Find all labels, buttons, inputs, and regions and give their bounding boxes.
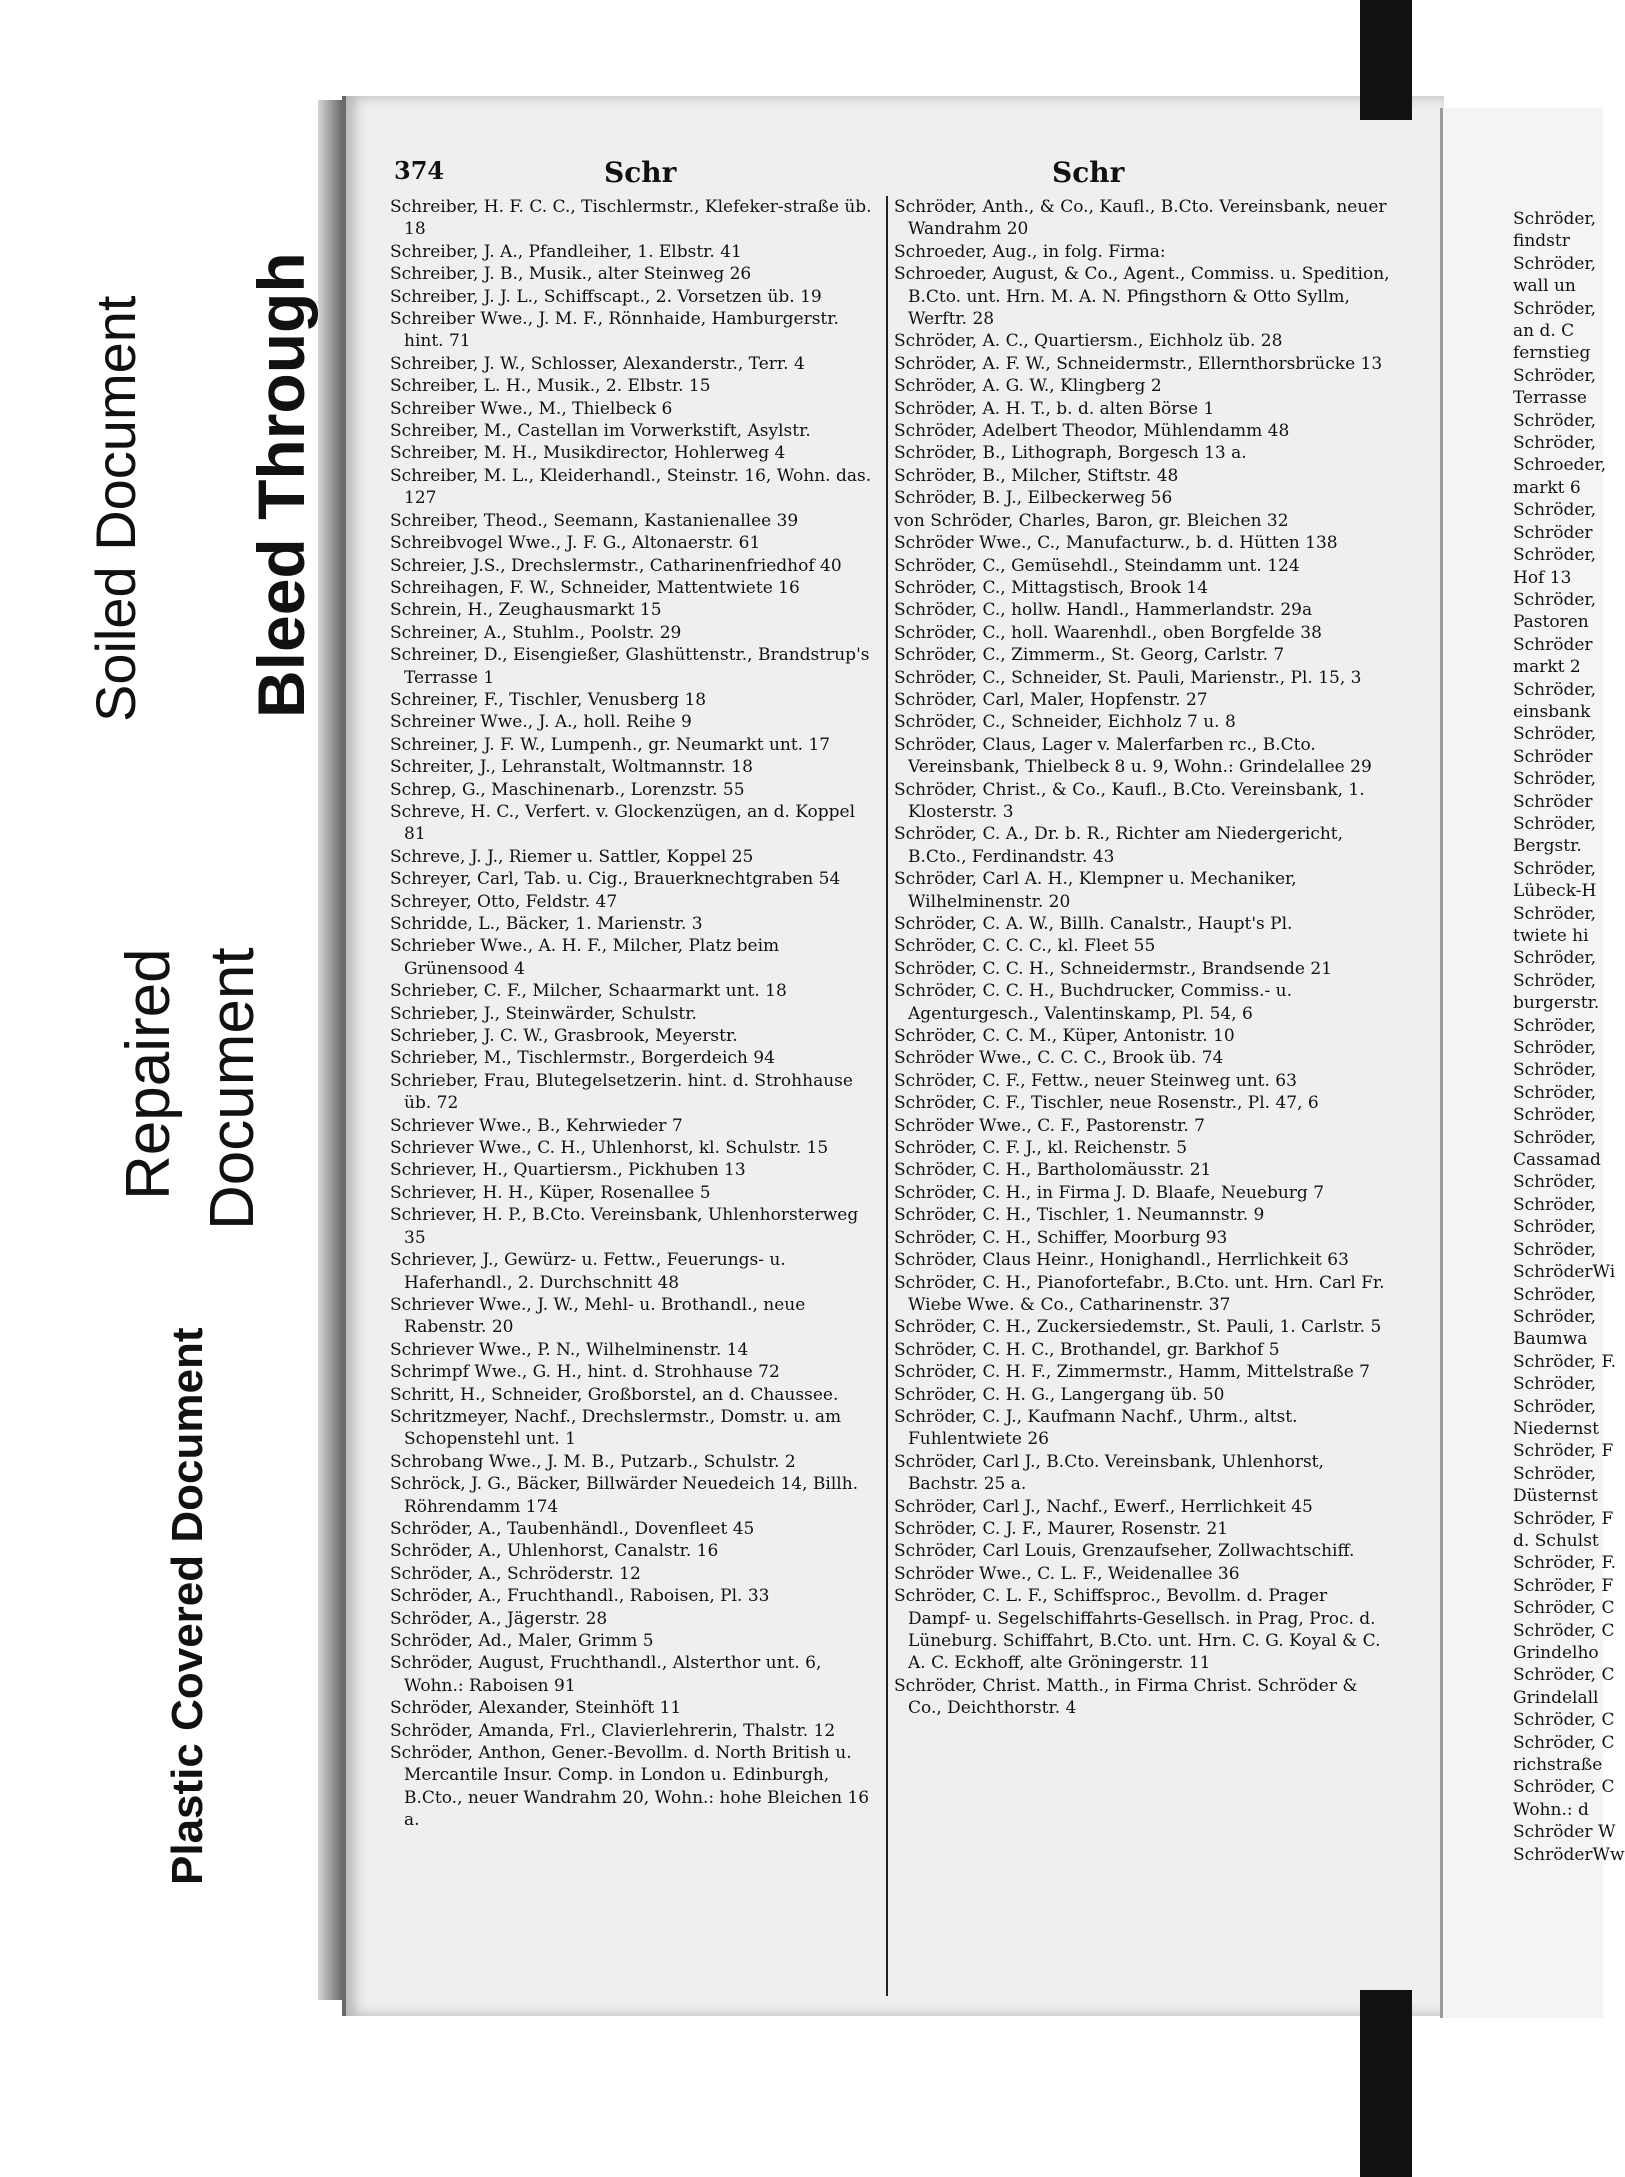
directory-entry: Schröder, A. H. T., b. d. alten Börse 1 [894, 398, 1215, 419]
directory-entry: Schröder, C. F. J., kl. Reichenstr. 5 [894, 1138, 1188, 1159]
annotation-label-panel [0, 0, 330, 2177]
directory-entry: Schröder Wwe., C. C. C., Brook üb. 74 [894, 1048, 1224, 1069]
directory-entry: Schröder, [1513, 433, 1597, 454]
directory-entry: Schröder, C. A. W., Billh. Canalstr., Haupt's Pl. [894, 914, 1293, 934]
directory-entry: Schreiber, M., Castellan im Vorwerkstift, Asylstr. [390, 421, 811, 442]
directory-entry: Schreiber Wwe., M., Thielbeck 6 [390, 398, 673, 419]
directory-entry: Lübeck-H [1513, 881, 1597, 902]
directory-entry: Schröder, B., Lithograph, Borgesch 13 a. [894, 443, 1247, 464]
directory-entry: Schrobang Wwe., J. M. B., Putzarb., Schulstr. 2 [390, 1451, 796, 1472]
directory-entry: fernstieg [1513, 343, 1591, 364]
directory-entry: Schröder, C. F., Tischler, neue Rosenstr., Pl. 47, 6 [894, 1093, 1319, 1114]
directory-entry: Bergstr. [1513, 836, 1582, 857]
directory-entry: Schröder, F. [1513, 1553, 1617, 1574]
directory-entry: Wohn.: d [1513, 1799, 1589, 1820]
directory-entry: Schröder, C. H., in Firma J. D. Blaafe, Neueburg 7 [894, 1182, 1325, 1203]
directory-entry: Schriever, J., Gewürz- u. Fettw., Feuerungs- u. Haferhandl., 2. Durchschnitt 48 [390, 1250, 786, 1293]
directory-entry: Schröder, Amanda, Frl., Clavierlehrerin, Thalstr. 12 [390, 1720, 836, 1741]
directory-entry: Schröder, C. H., Bartholomäusstr. 21 [894, 1160, 1212, 1181]
directory-entry: findstr [1513, 231, 1570, 252]
facing-page-entries [1513, 208, 1625, 1866]
directory-entry: Schritzmeyer, Nachf., Drechslermstr., Domstr. u. am Schopenstehl unt. 1 [390, 1406, 842, 1450]
directory-entry: Schröder, [1513, 1284, 1597, 1305]
directory-entry: Schreiner, A., Stuhlm., Poolstr. 29 [390, 622, 682, 643]
directory-entry: Schröder, [1513, 1463, 1597, 1484]
directory-entry: Schröder, Carl Louis, Grenzaufseher, Zollwachtschiff. [894, 1541, 1355, 1562]
directory-entry: Schröder, [1513, 1396, 1597, 1417]
directory-entry: Schritt, H., Schneider, Großborstel, an d. Chaussee. [390, 1384, 839, 1405]
directory-entry: von Schröder, Charles, Baron, gr. Bleichen 32 [894, 510, 1289, 531]
directory-entry: Schröder, Carl J., Nachf., Ewerf., Herrlichkeit 45 [894, 1496, 1313, 1517]
directory-entry: Schröder, [1513, 724, 1597, 745]
directory-entry: Schröder [1513, 634, 1593, 655]
directory-entry: Schreiber, J. B., Musik., alter Steinweg 26 [390, 264, 752, 285]
directory-entry: Schröder, [1513, 1038, 1597, 1059]
directory-entry: Schreiner, F., Tischler, Venusberg 18 [390, 689, 707, 710]
directory-entry: Schröder, [1513, 1306, 1597, 1327]
directory-entry: Baumwa [1513, 1329, 1588, 1350]
directory-entry: Schröder, [1513, 1127, 1597, 1148]
directory-entry: Schrep, G., Maschinenarb., Lorenzstr. 55 [390, 779, 745, 800]
directory-entry: Niedernst [1513, 1418, 1599, 1439]
directory-entry: Schröder W [1513, 1822, 1616, 1843]
directory-entry: Schröder, [1513, 1015, 1597, 1036]
directory-entry: Schreier, J.S., Drechslermstr., Catharinenfriedhof 40 [390, 555, 842, 576]
directory-entry: Schreiber, J. A., Pfandleiher, 1. Elbstr. 41 [390, 241, 742, 262]
directory-entry: Schröder [1513, 746, 1593, 767]
right-column [894, 196, 1394, 1720]
directory-entry: Schreiber, M. H., Musikdirector, Hohlerweg 4 [390, 443, 786, 464]
directory-entry: Schröder, Claus, Lager v. Malerfarben rc., B.Cto. Vereinsbank, Thielbeck 8 u. 9, Wohn.: Grindelallee 29 [894, 734, 1372, 778]
directory-entry: Schriever Wwe., P. N., Wilhelminenstr. 14 [390, 1339, 749, 1360]
directory-entry: Schröder, C. H., Pianofortefabr., B.Cto. unt. Hrn. Carl Fr. Wiebe Wwe. & Co., Catharinenstr. 37 [894, 1272, 1385, 1315]
bleed-through-label: Bleed Through [244, 252, 318, 718]
directory-entry: Pastoren [1513, 612, 1589, 633]
directory-entry: Schröder, [1513, 970, 1597, 991]
directory-entry: Schreiber, M. L., Kleiderhandl., Steinstr. 16, Wohn. das. 127 [390, 465, 872, 509]
directory-entry: Schrieber, Frau, Blutegelsetzerin. hint. d. Strohhause üb. 72 [390, 1070, 853, 1114]
directory-entry: Schröder, C [1513, 1620, 1615, 1641]
directory-entry: Schröck, J. G., Bäcker, Billwärder Neuedeich 14, Billh. Röhrendamm 174 [390, 1474, 859, 1517]
directory-entry: Schriever, H. P., B.Cto. Vereinsbank, Uhlenhorsterweg 35 [390, 1205, 859, 1248]
directory-entry: Schröder, C. J., Kaufmann Nachf., Uhrm., altst. Fuhlentwiete 26 [894, 1406, 1298, 1450]
directory-entry: Schreiber, J. W., Schlosser, Alexanderstr., Terr. 4 [390, 353, 805, 374]
directory-entry: Schröder, Claus Heinr., Honighandl., Herrlichkeit 63 [894, 1250, 1349, 1271]
directory-entry: Terrasse [1513, 388, 1587, 409]
directory-entry: markt 2 [1513, 657, 1581, 678]
directory-entry: Schröder Wwe., C. L. F., Weidenallee 36 [894, 1563, 1240, 1584]
directory-entry: Schröder, C. H., Schiffer, Moorburg 93 [894, 1227, 1228, 1248]
directory-entry: Schröder, Carl, Maler, Hopfenstr. 27 [894, 689, 1208, 710]
directory-entry: Schröder, [1513, 365, 1597, 386]
directory-entry: Schröder, C. C. H., Buchdrucker, Commiss.- u. Agenturgesch., Valentinskamp, Pl. 54, 6 [894, 981, 1293, 1024]
directory-entry: Düsternst [1513, 1486, 1598, 1507]
directory-entry: SchröderWw [1513, 1844, 1625, 1865]
directory-entry: Schröder, F. [1513, 1351, 1617, 1372]
directory-entry: Schriever, H., Quartiersm., Pickhuben 13 [390, 1160, 746, 1181]
directory-entry: Schröder, C., holl. Waarenhdl., oben Borgfelde 38 [894, 622, 1322, 643]
directory-entry: Schröder, August, Fruchthandl., Alsterthor unt. 6, Wohn.: Raboisen 91 [390, 1653, 822, 1696]
facing-page [1440, 108, 1625, 2018]
directory-entry: twiete hi [1513, 926, 1589, 946]
directory-entry: Schröder, C., Zimmerm., St. Georg, Carlstr. 7 [894, 645, 1285, 666]
directory-entry: Schröder, A., Jägerstr. 28 [390, 1608, 608, 1629]
directory-entry: Schreiter, J., Lehranstalt, Woltmannstr. 18 [390, 757, 753, 778]
directory-entry: markt 6 [1513, 477, 1581, 498]
directory-entry: Schröder, [1513, 298, 1597, 319]
header-right: Schr [1052, 156, 1125, 189]
directory-entry: Schrieber, J. C. W., Grasbrook, Meyerstr. [390, 1026, 738, 1047]
directory-entry: Schröder, C. C. C., kl. Fleet 55 [894, 936, 1156, 957]
directory-entry: richstraße [1513, 1755, 1603, 1776]
plastic-covered-document-label: Plastic Covered Document [163, 1327, 212, 1885]
directory-entry: Schrieber, M., Tischlermstr., Borgerdeich 94 [390, 1048, 775, 1069]
directory-entry: Schröder, C. H. G., Langergang üb. 50 [894, 1384, 1225, 1405]
directory-entry: Schröder, B., Milcher, Stiftstr. 48 [894, 465, 1179, 486]
directory-entry: Schrieber Wwe., A. H. F., Milcher, Platz beim Grünensood 4 [390, 936, 780, 979]
directory-entry: Schrieber, C. F., Milcher, Schaarmarkt unt. 18 [390, 981, 787, 1002]
directory-entry: Schröder, C [1513, 1732, 1615, 1753]
directory-entry: Schröder, F [1513, 1508, 1614, 1529]
directory-entry: Schröder, C. H., Zuckersiedemstr., St. Pauli, 1. Carlstr. 5 [894, 1317, 1382, 1338]
repaired-document-label-line2: Document [198, 947, 267, 1230]
repaired-document-label-line1: Repaired [114, 948, 183, 1200]
directory-entry: Schröder, C. H. F., Zimmermstr., Hamm, Mittelstraße 7 [894, 1362, 1370, 1383]
directory-entry: Schröder, [1513, 1239, 1597, 1260]
directory-entry: Schröder, [1513, 589, 1597, 610]
directory-entry: Schroeder, [1513, 455, 1607, 476]
header-left: Schr [604, 156, 677, 189]
directory-entry: Schröder, [1513, 948, 1597, 969]
soiled-document-label: Soiled Document [84, 295, 147, 722]
directory-entry: Schröder, C [1513, 1665, 1615, 1686]
directory-entry: Schröder, [1513, 209, 1597, 229]
directory-entry: Schröder, F [1513, 1575, 1614, 1596]
directory-entry: Schröder, [1513, 1194, 1597, 1215]
directory-entry: Schröder, C [1513, 1598, 1615, 1619]
directory-entry: Schreiber, Theod., Seemann, Kastanienallee 39 [390, 510, 799, 531]
page-number: 374 [394, 156, 445, 185]
directory-entry: Schröder, [1513, 410, 1597, 431]
directory-entry: Schröder, C [1513, 1710, 1615, 1731]
directory-entry: Schröder, [1513, 545, 1597, 566]
directory-entry: Schröder, C. H., Tischler, 1. Neumannstr. 9 [894, 1205, 1265, 1226]
directory-entry: Schröder, C. C. M., Küper, Antonistr. 10 [894, 1026, 1235, 1047]
directory-entry: Schröder, A., Fruchthandl., Raboisen, Pl. 33 [390, 1586, 770, 1607]
directory-entry: Schreiber, L. H., Musik., 2. Elbstr. 15 [390, 376, 711, 397]
directory-entry: Schröder, C. A., Dr. b. R., Richter am Niedergericht, B.Cto., Ferdinandstr. 43 [894, 824, 1344, 867]
directory-entry: Schröder, A. F. W., Schneidermstr., Ellernthorsbrücke 13 [894, 353, 1383, 374]
directory-entry: Schröder, [1513, 500, 1597, 521]
directory-entry: Cassamad [1513, 1150, 1601, 1171]
directory-entry: Schröder, [1513, 903, 1597, 924]
directory-page [342, 96, 1444, 2016]
directory-entry: Schröder, Alexander, Steinhöft 11 [390, 1698, 682, 1719]
directory-entry: Schröder, C. C. H., Schneidermstr., Brandsende 21 [894, 958, 1333, 979]
directory-entry: Schröder, C. J. F., Maurer, Rosenstr. 21 [894, 1518, 1229, 1539]
directory-entry: Schröder, Anthon, Gener.-Bevollm. d. North British u. Mercantile Insur. Comp. in London u. Edinburgh, B.Cto., neuer Wandrahm 20, Wohn.: hohe Bleichen 16 a. [390, 1743, 870, 1831]
directory-entry: Schröder, [1513, 813, 1597, 834]
directory-entry: Schreyer, Carl, Tab. u. Cig., Brauerknechtgraben 54 [390, 869, 841, 890]
directory-entry: wall un [1513, 276, 1576, 297]
directory-entry: Schröder, [1513, 679, 1597, 700]
directory-entry: Schröder, C., Schneider, Eichholz 7 u. 8 [894, 712, 1236, 733]
directory-entry: Schreiber Wwe., J. M. F., Rönnhaide, Hamburgerstr. hint. 71 [390, 309, 839, 352]
directory-entry: Schröder Wwe., C., Manufacturw., b. d. Hütten 138 [894, 533, 1338, 554]
directory-entry: Schröder, F [1513, 1441, 1614, 1462]
directory-entry: Schriever Wwe., B., Kehrwieder 7 [390, 1115, 683, 1136]
directory-entry: Schridde, L., Bäcker, 1. Marienstr. 3 [390, 914, 703, 934]
directory-entry: Schreiner, J. F. W., Lumpenh., gr. Neumarkt unt. 17 [390, 734, 831, 755]
directory-entry: Schriever Wwe., C. H., Uhlenhorst, kl. Schulstr. 15 [390, 1138, 829, 1159]
directory-entry: Hof 13 [1513, 567, 1572, 588]
directory-entry: Schröder, C. F., Fettw., neuer Steinweg unt. 63 [894, 1070, 1297, 1091]
directory-entry: Schreiner, D., Eisengießer, Glashüttenstr., Brandstrup's Terrasse 1 [390, 645, 870, 688]
directory-entry: Schreve, J. J., Riemer u. Sattler, Koppel 25 [390, 846, 754, 867]
directory-entry: Schröder, A., Uhlenhorst, Canalstr. 16 [390, 1541, 719, 1562]
directory-entry: Schröder, Christ., & Co., Kaufl., B.Cto. Vereinsbank, 1. Klosterstr. 3 [894, 779, 1365, 822]
directory-entry: Schrieber, J., Steinwärder, Schulstr. [390, 1003, 697, 1024]
directory-entry: Schröder, A., Schröderstr. 12 [390, 1563, 641, 1584]
directory-entry: Schreiber, J. J. L., Schiffscapt., 2. Vorsetzen üb. 19 [390, 286, 822, 307]
column-divider [886, 196, 888, 1996]
directory-entry: Schröder, Christ. Matth., in Firma Christ. Schröder & Co., Deichthorstr. 4 [894, 1675, 1358, 1719]
directory-entry: Schröder, [1513, 1172, 1597, 1193]
directory-entry: Schrein, H., Zeughausmarkt 15 [390, 600, 662, 621]
directory-entry: Schröder, [1513, 253, 1597, 274]
directory-entry: Schreyer, Otto, Feldstr. 47 [390, 891, 618, 912]
directory-entry: Schröder, A. G. W., Klingberg 2 [894, 376, 1162, 397]
directory-entry: Schröder, C [1513, 1777, 1615, 1798]
directory-entry: Schröder, C., Schneider, St. Pauli, Marienstr., Pl. 15, 3 [894, 667, 1362, 688]
directory-entry: Schreiner Wwe., J. A., holl. Reihe 9 [390, 712, 692, 733]
directory-entry: Schröder, [1513, 1105, 1597, 1126]
directory-entry: Schröder, C., Mittagstisch, Brook 14 [894, 577, 1209, 598]
directory-entry: Schreve, H. C., Verfert. v. Glockenzügen, an d. Koppel 81 [390, 801, 856, 845]
directory-entry: Schröder, Carl A. H., Klempner u. Mechaniker, Wilhelminenstr. 20 [894, 869, 1297, 912]
directory-entry: Schröder Wwe., C. F., Pastorenstr. 7 [894, 1115, 1205, 1136]
directory-entry: Schreihagen, F. W., Schneider, Mattentwiete 16 [390, 577, 800, 598]
directory-entry: Schreibvogel Wwe., J. F. G., Altonaerstr. 61 [390, 533, 761, 554]
directory-entry: Schröder, A. C., Quartiersm., Eichholz üb. 28 [894, 331, 1283, 352]
directory-entry: einsbank [1513, 701, 1591, 722]
directory-entry: Schröder [1513, 791, 1593, 812]
directory-entry: Schröder, A., Taubenhändl., Dovenfleet 45 [390, 1518, 755, 1539]
directory-entry: Schröder, Adelbert Theodor, Mühlendamm 48 [894, 421, 1290, 442]
directory-entry: SchröderWi [1513, 1262, 1616, 1283]
directory-entry: Schröder, C., Gemüsehdl., Steindamm unt. 124 [894, 555, 1300, 576]
directory-entry: burgerstr. [1513, 993, 1600, 1014]
directory-entry: Schröder, Ad., Maler, Grimm 5 [390, 1631, 654, 1651]
directory-entry: Schröder, [1513, 1374, 1597, 1395]
directory-entry: an d. C [1513, 321, 1575, 342]
binding-strip-top [1360, 0, 1412, 120]
directory-entry: Schroeder, August, & Co., Agent., Commiss. u. Spedition, B.Cto. unt. Hrn. M. A. N. Pfingsthorn & Otto Syllm, Werftr. 28 [894, 264, 1390, 330]
directory-entry: Schröder, Anth., & Co., Kaufl., B.Cto. Vereinsbank, neuer Wandrahm 20 [894, 197, 1387, 240]
directory-entry: d. Schulst [1513, 1530, 1599, 1551]
directory-entry: Schroeder, Aug., in folg. Firma: [894, 241, 1166, 262]
directory-entry: Schröder, C. L. F., Schiffsproc., Bevollm. d. Prager Dampf- u. Segelschiffahrts-Gesellsch. in Prag, Proc. d. Lüneburg. Schiffahrt, B.Cto. unt. Hrn. C. G. Koyal & C. A. C. Eckhoff, alte Gröningerstr. 11 [894, 1586, 1381, 1674]
binding-strip-bottom [1360, 1990, 1412, 2177]
directory-entry: Schröder, [1513, 858, 1597, 879]
directory-entry: Schröder, [1513, 1217, 1597, 1238]
directory-entry: Schriever, H. H., Küper, Rosenallee 5 [390, 1182, 711, 1203]
directory-entry: Schröder, C., hollw. Handl., Hammerlandstr. 29a [894, 600, 1313, 621]
directory-entry: Schröder, B. J., Eilbeckerweg 56 [894, 488, 1173, 509]
directory-entry: Schrimpf Wwe., G. H., hint. d. Strohhause 72 [390, 1362, 780, 1383]
directory-entry: Schröder, Carl J., B.Cto. Vereinsbank, Uhlenhorst, Bachstr. 25 a. [894, 1451, 1324, 1495]
directory-entry: Schröder, [1513, 1060, 1597, 1081]
directory-entry: Schröder [1513, 522, 1593, 543]
directory-entry: Schreiber, H. F. C. C., Tischlermstr., Klefeker-straße üb. 18 [390, 197, 872, 240]
directory-entry: Schröder, [1513, 1082, 1597, 1103]
directory-entry: Schriever Wwe., J. W., Mehl- u. Brothandl., neue Rabenstr. 20 [390, 1294, 806, 1338]
left-column [390, 196, 880, 1832]
directory-entry: Schröder, [1513, 769, 1597, 790]
directory-entry: Schröder, C. H. C., Brothandel, gr. Barkhof 5 [894, 1339, 1280, 1360]
directory-entry: Grindelho [1513, 1643, 1599, 1663]
directory-entry: Grindelall [1513, 1687, 1599, 1708]
